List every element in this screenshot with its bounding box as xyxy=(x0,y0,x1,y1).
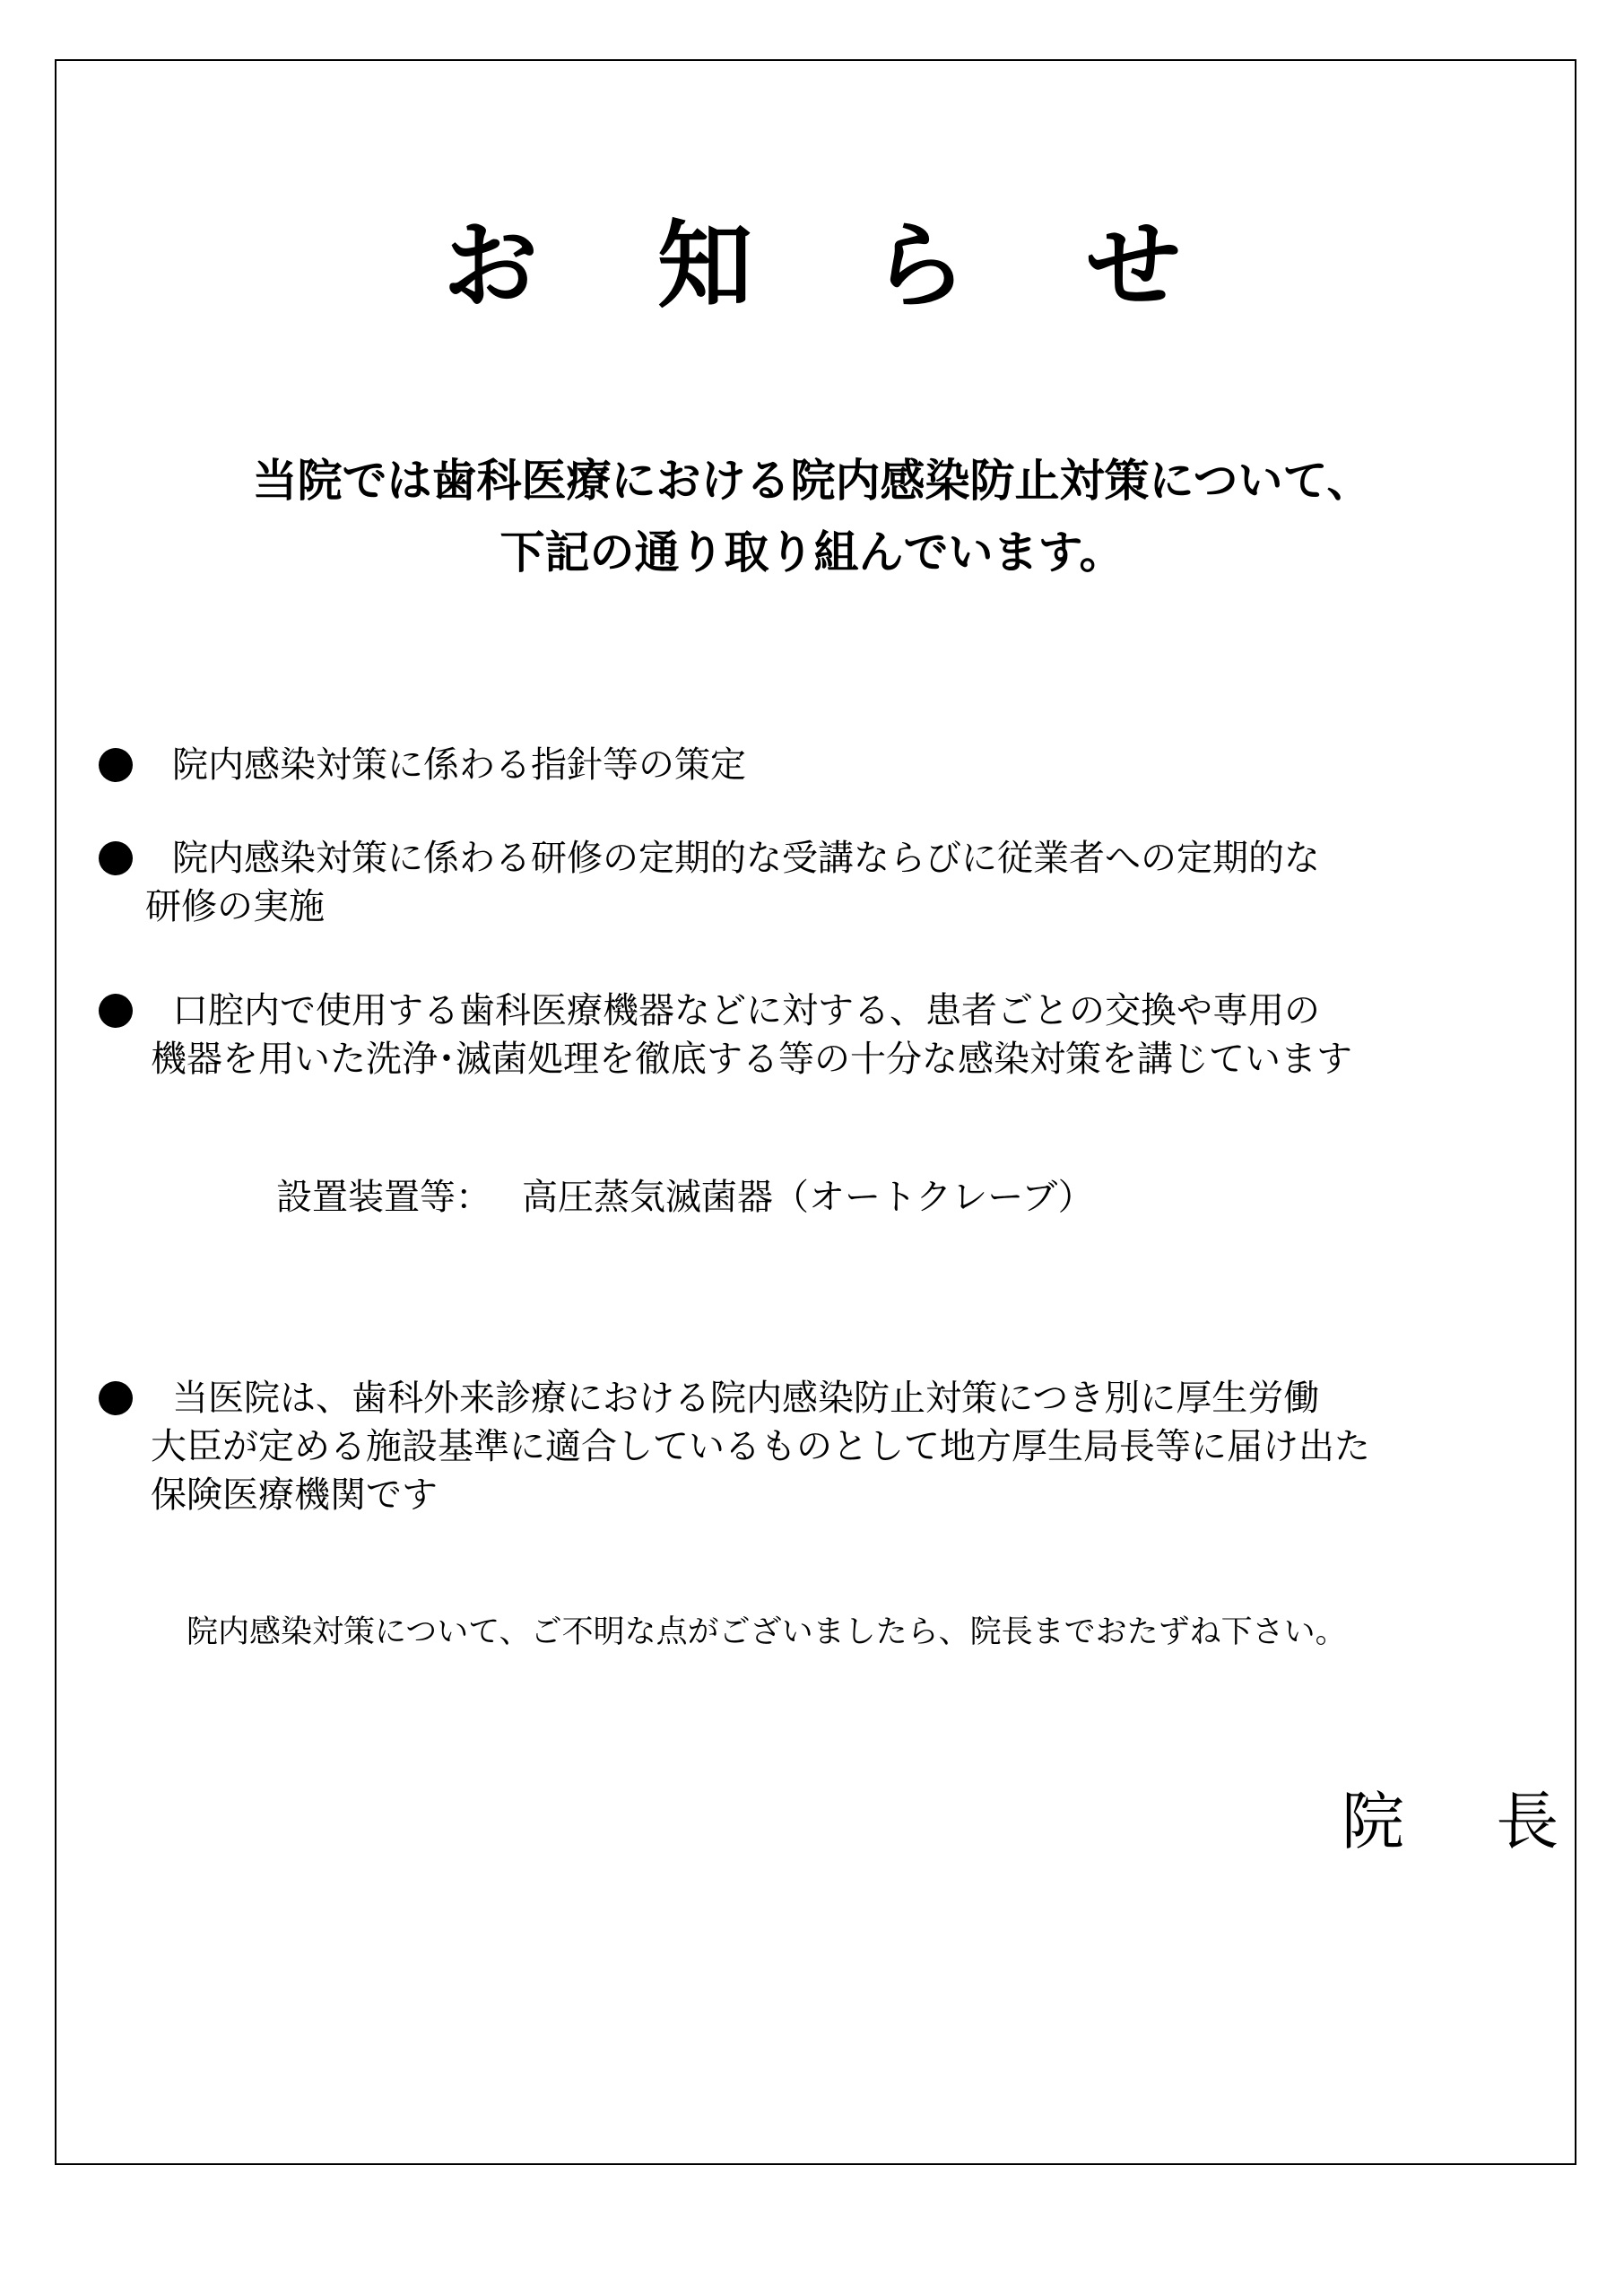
equipment-line xyxy=(276,1173,1094,1222)
bullet-item-guidelines xyxy=(99,741,1569,789)
bullet-text-continued: 機器を用いた洗浄･滅菌処理を徹底する等の十分な感染対策を講じています xyxy=(151,1039,1352,1080)
bullet-text: 院内感染対策に係わる指針等の策定 xyxy=(172,744,746,786)
closing-note: 院内感染対策について、ご不明な点がございましたら、院長までおたずね下さい。 xyxy=(187,1614,1347,1650)
equipment-label: 設置装置等： xyxy=(276,1177,491,1218)
intro-line-1: 当院では歯科医療における院内感染防止対策について、 xyxy=(252,455,1372,507)
bullet-dot-icon xyxy=(99,1381,133,1415)
bullet-text-continued: 大臣が定める施設基準に適合しているものとして地方厚生局長等に届け出た xyxy=(151,1426,1370,1467)
bullet-dot-icon xyxy=(99,994,133,1028)
intro-line-2: 下記の通り取り組んでいます。 xyxy=(499,526,1125,578)
notice-title: お 知 ら せ xyxy=(443,211,1224,321)
bullet-text-continued: 研修の実施 xyxy=(145,886,325,927)
bullet-item-training xyxy=(99,834,1569,931)
bullet-text: 口腔内で使用する歯科医療機器などに対する、患者ごとの交換や専用の xyxy=(172,990,1320,1031)
bullet-text: 当医院は、歯科外来診療における院内感染防止対策につき別に厚生労働 xyxy=(172,1378,1320,1419)
bullet-item-sterilization xyxy=(99,987,1569,1083)
bullet-text: 院内感染対策に係わる研修の定期的な受講ならびに従業者への定期的な xyxy=(172,838,1320,879)
bullet-dot-icon xyxy=(99,841,133,875)
bullet-item-registration xyxy=(99,1374,1569,1519)
bullet-dot-icon xyxy=(99,748,133,782)
signature: 院 長 xyxy=(1342,1785,1595,1858)
bullet-text-continued: 保険医療機関です xyxy=(151,1474,438,1516)
equipment-value: 高圧蒸気滅菌器（オートクレーブ） xyxy=(522,1177,1094,1218)
